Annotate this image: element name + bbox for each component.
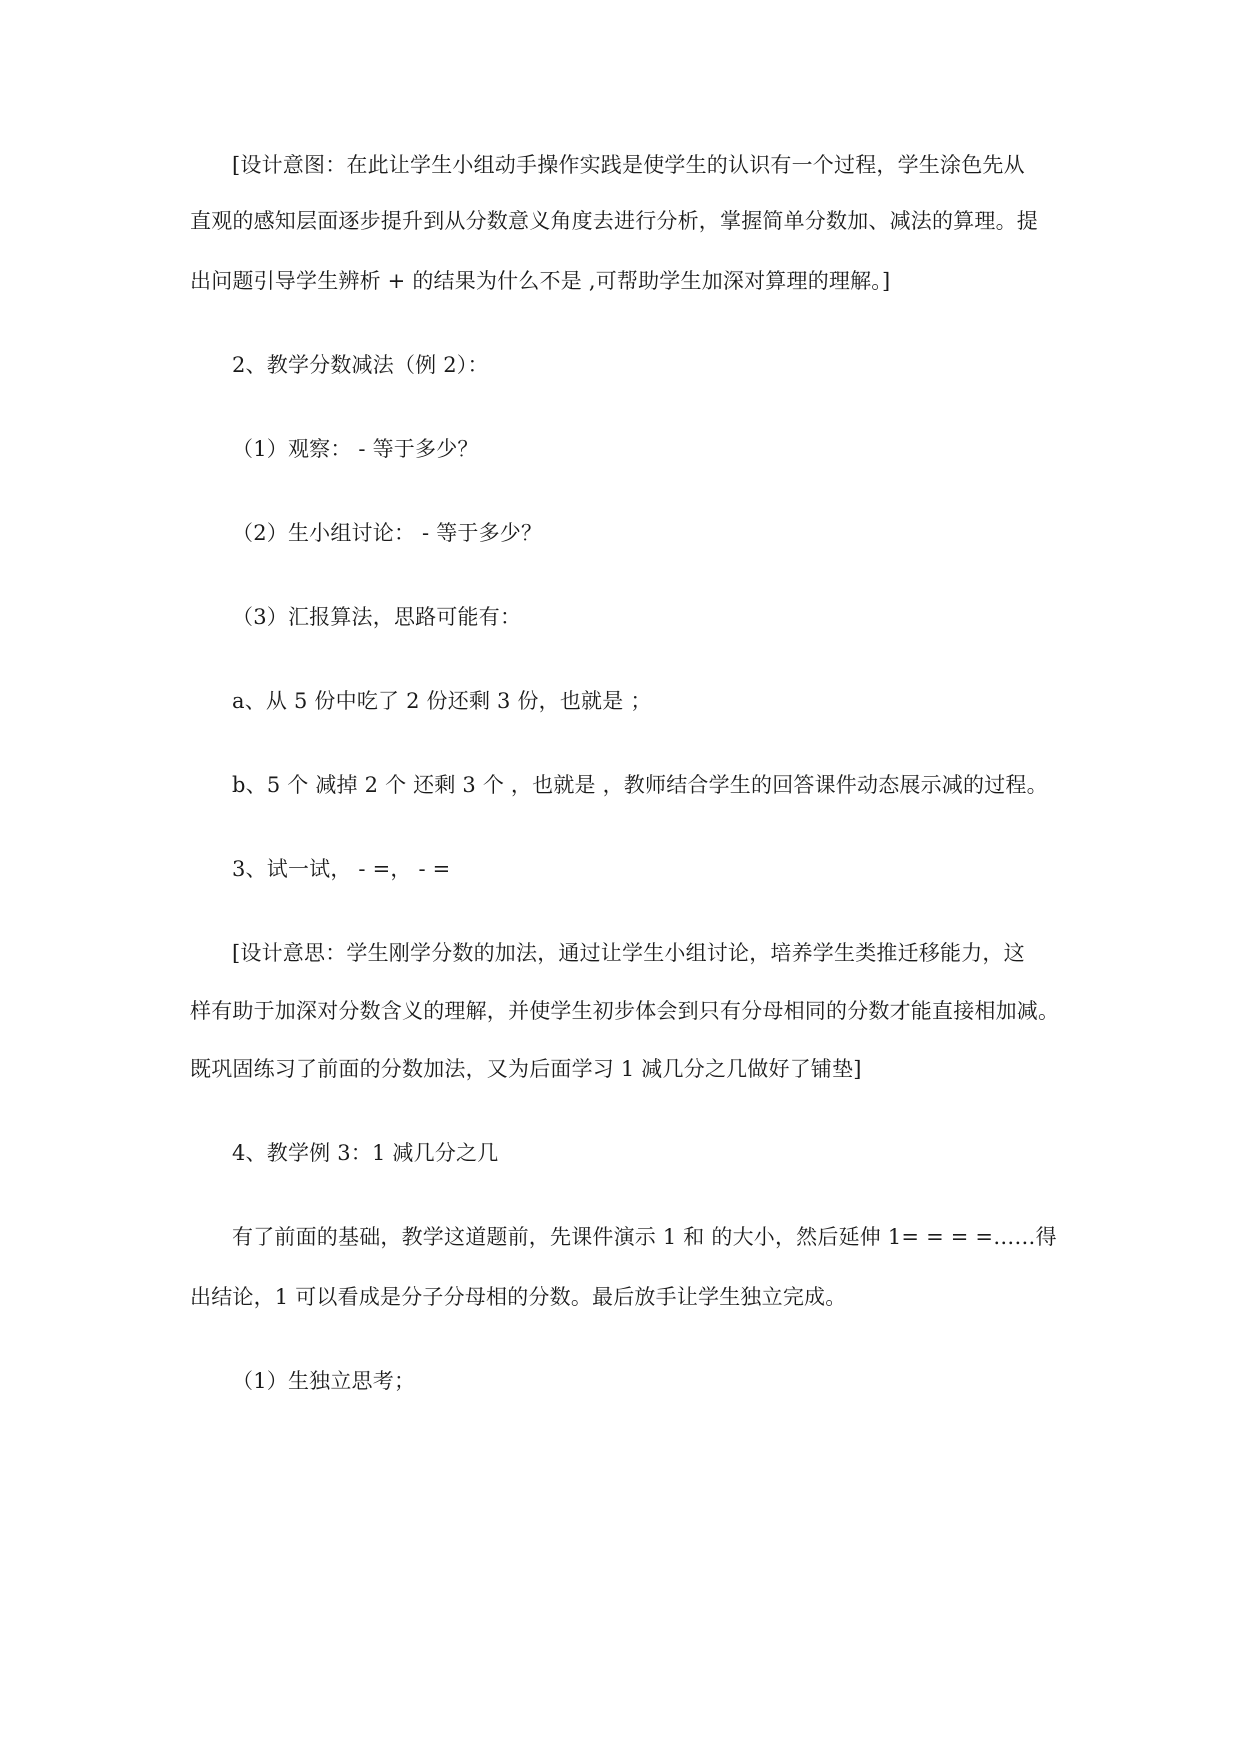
- section-2-heading: 2、教学分数减法（例 2）：: [232, 353, 489, 377]
- method-a: a、从 5 份中吃了 2 份还剩 3 份，也就是 ；: [232, 689, 652, 713]
- paragraph-example-3-line-1: 有了前面的基础，教学这道题前，先课件演示 1 和 的大小，然后延伸 1= = = =……得: [232, 1225, 1057, 1249]
- paragraph-design-intent-1-line-3: 出问题引导学生辨析 + 的结果为什么不是 ,可帮助学生加深对算理的理解。]: [190, 269, 891, 293]
- paragraph-design-intent-2-line-3: 既巩固练习了前面的分数加法，又为后面学习 1 减几分之几做好了铺垫]: [190, 1057, 862, 1081]
- method-b: b、5 个 减掉 2 个 还剩 3 个 ，也就是 ，教师结合学生的回答课件动态展示减的过程。: [232, 773, 1048, 797]
- paragraph-design-intent-1-line-2: 直观的感知层面逐步提升到从分数意义角度去进行分析，掌握简单分数加、减法的算理。提: [190, 209, 1038, 233]
- step-1-think: （1）生独立思考；: [232, 1369, 416, 1393]
- step-2-discuss: （2）生小组讨论： - 等于多少？: [232, 521, 543, 545]
- step-3-report: （3）汇报算法，思路可能有：: [232, 605, 522, 629]
- section-4-heading: 4、教学例 3：1 减几分之几: [232, 1141, 499, 1165]
- paragraph-design-intent-2-line-2: 样有助于加深对分数含义的理解，并使学生初步体会到只有分母相同的分数才能直接相加减。: [190, 999, 1060, 1023]
- paragraph-design-intent-2-line-1: [设计意思：学生刚学分数的加法，通过让学生小组讨论，培养学生类推迁移能力，这: [232, 941, 1025, 965]
- step-1-observe: （1）观察： - 等于多少？: [232, 437, 479, 461]
- paragraph-example-3-line-2: 出结论，1 可以看成是分子分母相的分数。最后放手让学生独立完成。: [190, 1285, 847, 1309]
- section-3-try: 3、试一试， - =， - =: [232, 857, 451, 881]
- paragraph-design-intent-1-line-1: [设计意图：在此让学生小组动手操作实践是使学生的认识有一个过程，学生涂色先从: [232, 153, 1025, 177]
